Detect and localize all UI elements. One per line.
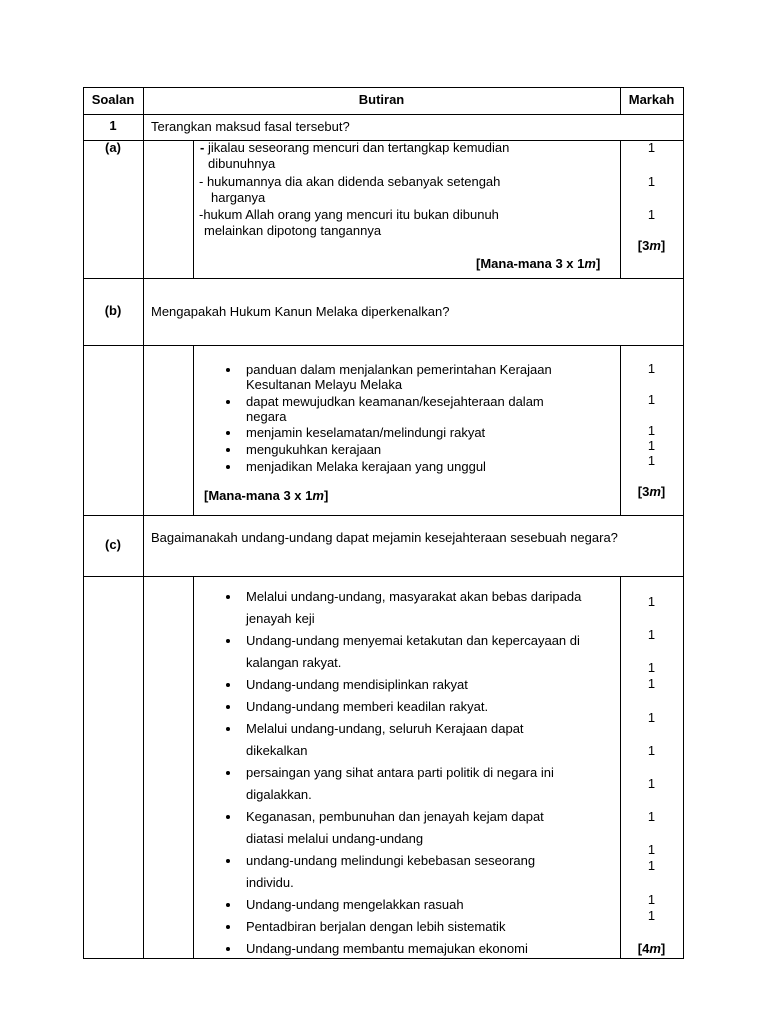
bullet-icon	[226, 947, 230, 951]
part-c-item: Pentadbiran berjalan dengan lebih sistematik	[246, 919, 506, 934]
question-number: 1	[109, 118, 117, 133]
part-c-item: persaingan yang sihat antara parti politik di negara ini	[246, 765, 554, 780]
bullet-icon	[226, 639, 230, 643]
bullet-icon	[226, 683, 230, 687]
part-c-mark: 1	[647, 594, 656, 609]
part-c-item: digalakkan.	[246, 787, 312, 802]
part-c-mark: 1	[647, 676, 656, 691]
part-c-mark: 1	[647, 743, 656, 758]
part-a-label: (a)	[105, 140, 121, 155]
part-c-item: Melalui undang-undang, masyarakat akan bebas daripada	[246, 589, 582, 604]
part-c-mark: 1	[647, 858, 656, 873]
bullet-icon	[226, 727, 230, 731]
part-c-item: Undang-undang mendisiplinkan rakyat	[246, 677, 468, 692]
part-c-item: undang-undang melindungi kebebasan seseorang	[246, 853, 536, 868]
part-c-item: Keganasan, pembunuhan dan jenayah kejam dapat	[246, 809, 544, 824]
part-b-item: menjadikan Melaka kerajaan yang unggul	[246, 459, 486, 474]
part-c-label: (c)	[105, 537, 121, 552]
part-b-mark-note: [Mana-mana 3 x 1m]	[204, 488, 329, 503]
part-a-line: melainkan dipotong tangannya	[204, 223, 382, 238]
part-a-mark-note: [Mana-mana 3 x 1m]	[476, 256, 601, 271]
bullet-icon	[226, 705, 230, 709]
bullet-icon	[226, 815, 230, 819]
part-b-mark: 1	[647, 392, 656, 407]
bullet-icon	[226, 448, 230, 452]
question-text: Terangkan maksud fasal tersebut?	[151, 119, 350, 134]
header-soalan: Soalan	[91, 92, 135, 107]
part-b-item: dapat mewujudkan keamanan/kesejahteraan dalam	[246, 394, 544, 409]
part-b-item: panduan dalam menjalankan pemerintahan Kerajaan	[246, 362, 552, 377]
part-a-line: harganya	[211, 190, 266, 205]
part-c-mark: 1	[647, 892, 656, 907]
part-a-mark: 1	[647, 207, 656, 222]
part-a-line: dibunuhnya	[208, 156, 276, 171]
part-c-question: Bagaimanakah undang-undang dapat mejamin kesejahteraan sesebuah negara?	[151, 530, 618, 545]
part-c-item: diatasi melalui undang-undang	[246, 831, 424, 846]
part-c-item: Undang-undang memberi keadilan rakyat.	[246, 699, 489, 714]
part-a-line: jikalau seseorang mencuri dan tertangkap kemudian	[208, 140, 510, 155]
part-b-item: negara	[246, 409, 287, 424]
part-c-mark: 1	[647, 710, 656, 725]
part-b-item: mengukuhkan kerajaan	[246, 442, 382, 457]
part-b-item: menjamin keselamatan/melindungi rakyat	[246, 425, 486, 440]
part-c-item: Undang-undang membantu memajukan ekonomi	[246, 941, 528, 956]
part-c-item: individu.	[246, 875, 294, 890]
part-a-mark: 1	[647, 174, 656, 189]
part-a-dash: -	[200, 140, 205, 155]
bullet-icon	[226, 431, 230, 435]
part-c-total: [4m]	[637, 941, 666, 956]
part-b-question: Mengapakah Hukum Kanun Melaka diperkenalkan?	[151, 304, 450, 319]
part-c-item: Undang-undang mengelakkan rasuah	[246, 897, 464, 912]
bullet-icon	[226, 925, 230, 929]
part-c-mark: 1	[647, 842, 656, 857]
part-c-mark: 1	[647, 660, 656, 675]
part-a-line: -hukum Allah orang yang mencuri itu bukan dibunuh	[199, 207, 499, 222]
part-a-line: - hukumannya dia akan didenda sebanyak setengah	[199, 174, 501, 189]
bullet-icon	[226, 859, 230, 863]
part-c-mark: 1	[647, 908, 656, 923]
bullet-icon	[226, 465, 230, 469]
part-b-mark: 1	[647, 361, 656, 376]
part-c-item: jenayah keji	[246, 611, 315, 626]
part-c-item: dikekalkan	[246, 743, 308, 758]
part-b-total: [3m]	[637, 484, 666, 499]
part-c-item: Melalui undang-undang, seluruh Kerajaan dapat	[246, 721, 524, 736]
part-a-total: [3m]	[637, 238, 666, 253]
header-markah: Markah	[628, 92, 675, 107]
part-a-mark: 1	[647, 140, 656, 155]
part-c-mark: 1	[647, 809, 656, 824]
part-b-item: Kesultanan Melayu Melaka	[246, 377, 403, 392]
part-b-mark: 1	[647, 453, 656, 468]
bullet-icon	[226, 400, 230, 404]
bullet-icon	[226, 368, 230, 372]
part-b-label: (b)	[104, 303, 122, 318]
part-c-item: Undang-undang menyemai ketakutan dan kepercayaan di	[246, 633, 580, 648]
part-c-mark: 1	[647, 627, 656, 642]
part-c-item: kalangan rakyat.	[246, 655, 342, 670]
part-b-mark: 1	[647, 423, 656, 438]
bullet-icon	[226, 595, 230, 599]
part-b-mark: 1	[647, 438, 656, 453]
header-butiran: Butiran	[358, 92, 405, 107]
bullet-icon	[226, 903, 230, 907]
bullet-icon	[226, 771, 230, 775]
part-c-mark: 1	[647, 776, 656, 791]
